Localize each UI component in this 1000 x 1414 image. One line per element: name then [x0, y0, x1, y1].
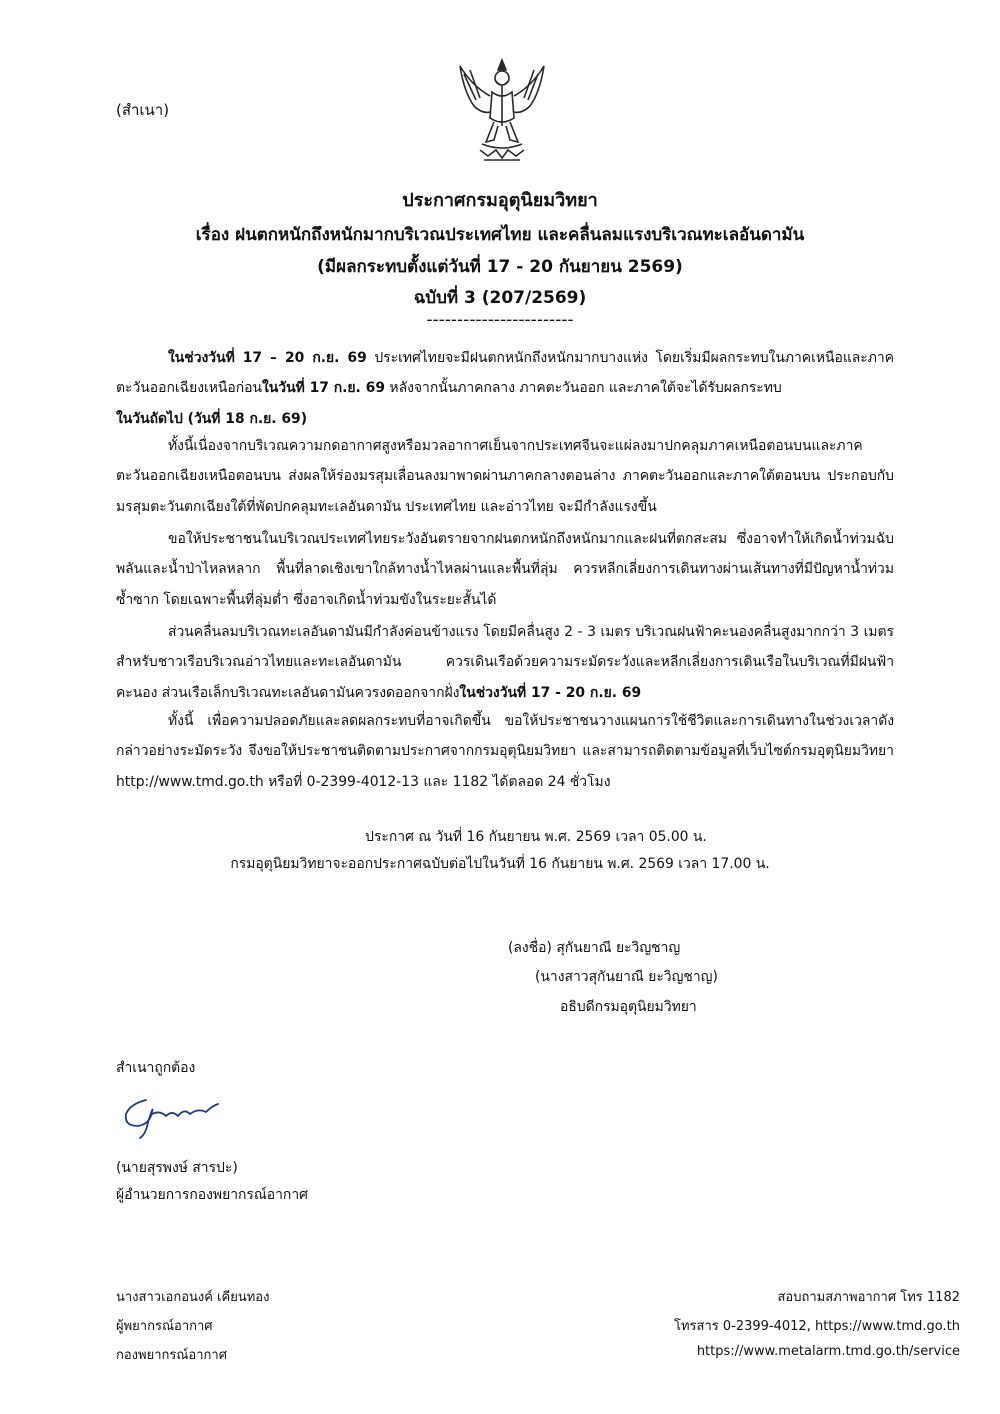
- body-paragraph-5: ทั้งนี้ เพื่อความปลอดภัยและลดผลกระทบที่อาจเกิดขึ้น ขอให้ประชาชนวางแผนการใช้ชีวิตและการเดินทางในช่วงเวลาดังกล่าวอย่างระมัดระวัง จึงขอให้ประชาชนติดตามประกาศจากกรมอุตุนิยมวิทยา และสามารถติดตามข้อมูลที่เว็บไซต์กรมอุตุนิยมวิทยา http://www.tmd.go.th หรือที่ 0-2399-4012-13 และ 1182 ได้ตลอด 24 ชั่วโมง: [116, 713, 894, 790]
- body-paragraph-4: [116, 617, 894, 708]
- body-paragraph-2: ทั้งนี้เนื่องจากบริเวณความกดอากาศสูงหรือมวลอากาศเย็นจากประเทศจีนจะแผ่ลงมาปกคลุมภาคเหนือตอนบนและภาคตะวันออกเฉียงเหนือตอนบน ส่งผลให้ร่องมรสุมเลื่อนลงมาพาดผ่านภาคกลางตอนล่าง ภาคตะวันออกและภาคใต้ตอนบน ประกอบกับมรสุมตะวันตกเฉียงใต้ที่พัดปกคลุมทะเลอันดามัน ประเทศไทย และอ่าวไทย จะมีกำลังแรงขึ้น: [116, 438, 894, 515]
- announcement-agency: ประกาศกรมอุตุนิยมวิทยา: [402, 190, 598, 211]
- certified-copy-label: สำเนาถูกต้อง: [116, 1060, 196, 1076]
- p1-bold-next-day: ในวันถัดไป (วันที่ 18 ก.ย. 69): [116, 410, 308, 427]
- p1-bold-date-17: ในวันที่ 17 ก.ย. 69: [262, 380, 386, 397]
- announcement-subject: เรื่อง ฝนตกหนักถึงหนักมากบริเวณประเทศไทย และคลื่นลมแรงบริเวณทะเลอันดามัน: [195, 225, 805, 245]
- next-announcement: กรมอุตุนิยมวิทยาจะออกประกาศฉบับต่อไปในวันที่ 16 กันยายน พ.ศ. 2569 เวลา 17.00 น.: [230, 856, 770, 872]
- p4-text: ส่วนคลื่นลมบริเวณทะเลอันดามันมีกำลังค่อนข้างแรง โดยมีคลื่นสูง 2 - 3 เมตร บริเวณฝนฟ้าคะนองคลื่นสูงมากกว่า 3 เมตร สำหรับชาวเรือบริเวณอ่าวไทยและทะเลอันดามัน ควรเดินเรือด้วยความระมัดระวังและหลีกเลี่ยงการเดินเรือในบริเวณที่มีฝนฟ้าคะนอง ส่วนเรือเล็กบริเวณทะเลอันดามันควรงดออกจากฝั่ง: [116, 624, 894, 701]
- signed-by: (ลงชื่อ) สุกันยาณี ยะวิญชาญ: [508, 940, 681, 956]
- p1-bold-dates: ในช่วงวันที่ 17 – 20 ก.ย. 69: [168, 350, 367, 366]
- p1-text-2: หลังจากนั้นภาคกลาง ภาคตะวันออก และภาคใต้จะได้รับผลกระทบ: [385, 380, 782, 397]
- header-separator: ------------------------: [426, 310, 574, 330]
- announce-date: ประกาศ ณ วันที่ 16 กันยายน พ.ศ. 2569 เวลา 05.00 น.: [365, 829, 707, 845]
- p4-bold-dates: ในช่วงวันที่ 17 - 20 ก.ย. 69: [459, 684, 642, 701]
- service-url: https://www.metalarm.tmd.go.th/service: [696, 1344, 960, 1359]
- handwritten-signature: [116, 1092, 226, 1142]
- signatory-name: (นางสาวสุกันยาณี ยะวิญชาญ): [535, 969, 718, 985]
- forecaster-division: กองพยากรณ์อากาศ: [116, 1348, 227, 1363]
- body-paragraph-3: ขอให้ประชาชนในบริเวณประเทศไทยระวังอันตรายจากฝนตกหนักถึงหนักมากและฝนที่ตกสะสม ซึ่งอาจทำให้เกิดน้ำท่วมฉับพลันและน้ำป่าไหลหลาก พื้นที่ลาดเชิงเขาใกล้ทางน้ำไหลผ่านและพื้นที่ลุ่ม ควรหลีกเลี่ยงการเดินทางผ่านเส้นทางที่มีปัญหาน้ำท่วมซ้ำซาก โดยเฉพาะพื้นที่ลุ่มต่ำ ซึ่งอาจเกิดน้ำท่วมขังในระยะสั้นได้: [116, 531, 894, 608]
- announcement-effective-dates: (มีผลกระทบตั้งแต่วันที่ 17 - 20 กันยายน 2569): [317, 257, 683, 277]
- certifier-title: ผู้อำนวยการกองพยากรณ์อากาศ: [116, 1187, 308, 1203]
- signatory-title: อธิบดีกรมอุตุนิยมวิทยา: [560, 999, 697, 1015]
- garuda-emblem-icon: [454, 56, 550, 168]
- weather-hotline: สอบถามสภาพอากาศ โทร 1182: [777, 1290, 960, 1305]
- body-paragraph-1: [116, 343, 894, 434]
- p1-text-1: ประเทศไทยจะมีฝนตกหนักถึงหนักมากบางแห่ง โดยเริ่มมีผลกระทบในภาคเหนือและภาคตะวันออกเฉียงเหนือก่อน: [116, 350, 894, 397]
- fax-and-website: โทรสาร 0-2399-4012, https://www.tmd.go.th: [674, 1319, 960, 1334]
- announcement-issue-number: ฉบับที่ 3 (207/2569): [413, 288, 587, 308]
- forecaster-name: นางสาวเอกอนงค์ เคียนทอง: [116, 1290, 270, 1305]
- forecaster-role: ผู้พยากรณ์อากาศ: [116, 1319, 213, 1334]
- certifier-name: (นายสุรพงษ์ สารปะ): [116, 1160, 238, 1176]
- copy-mark: (สำเนา): [116, 101, 170, 119]
